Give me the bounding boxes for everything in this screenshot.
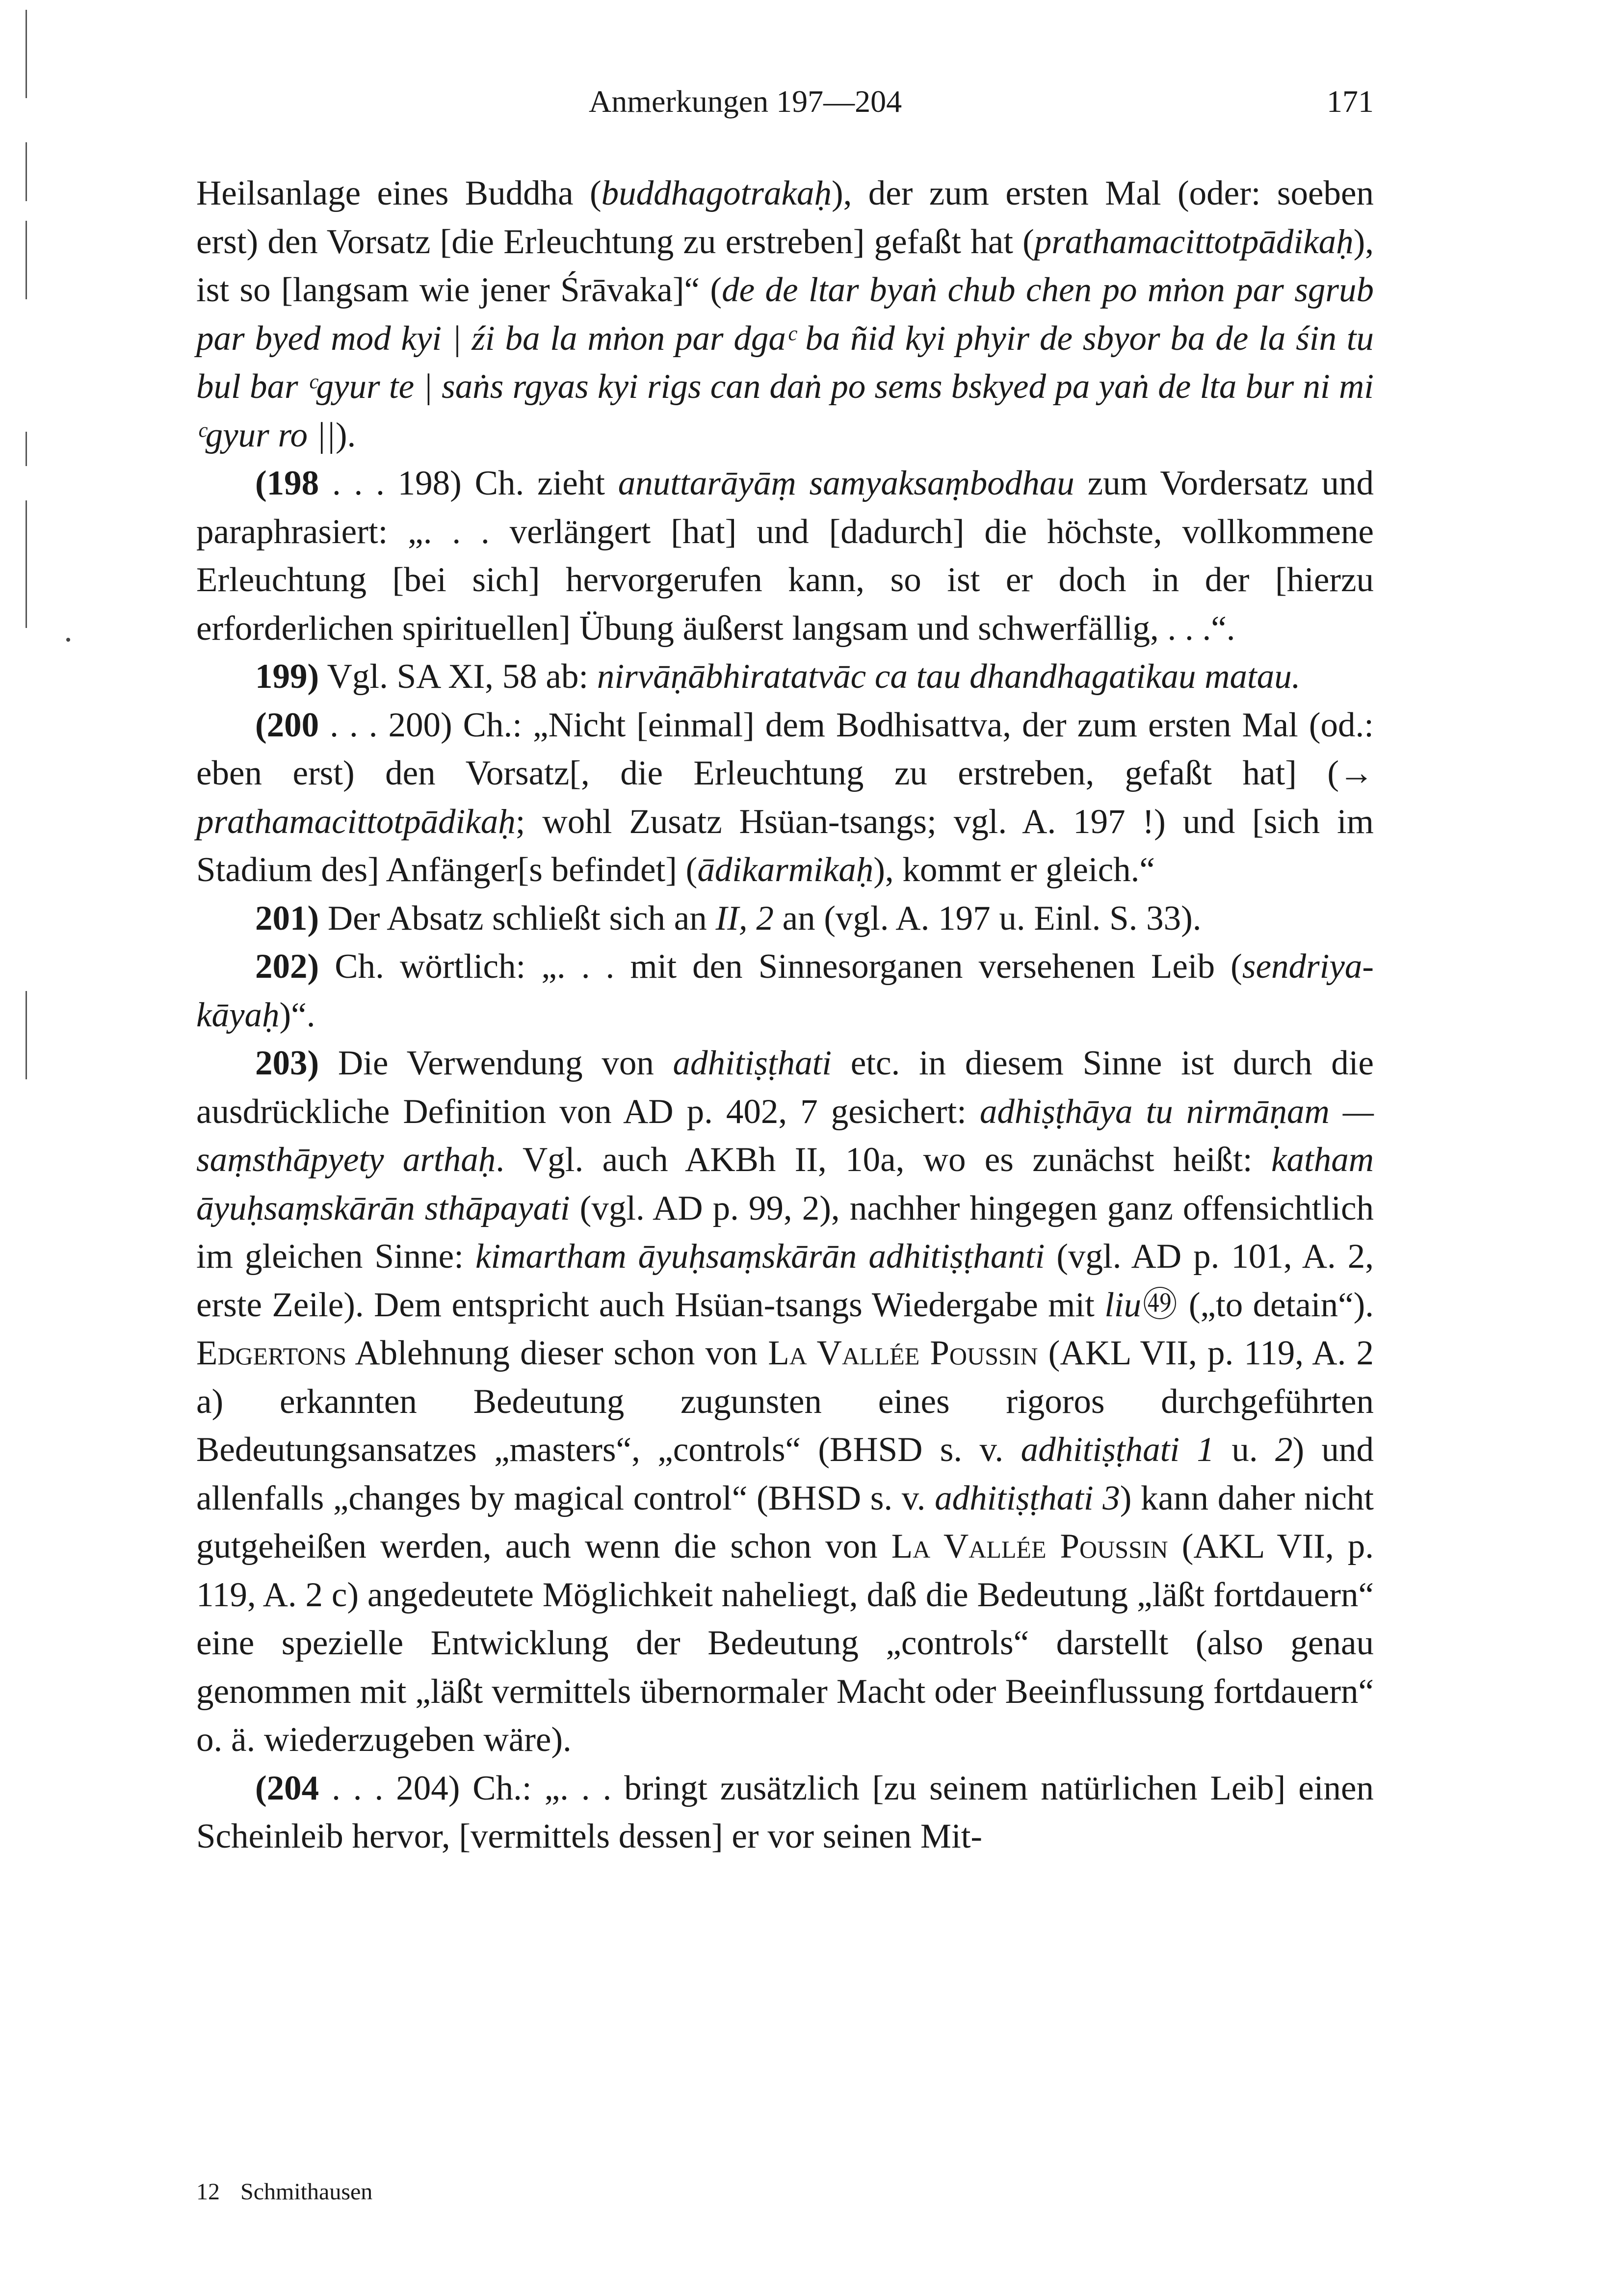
note-number: 199) — [255, 657, 319, 696]
italic-term: adhiṣṭhāya tu nirmāṇam — saṃsthāpyety arthaḥ — [196, 1092, 1374, 1179]
italic-term: anuttarāyāṃ samyaksaṃbodhau — [618, 464, 1074, 502]
author-name: La Vallée Poussin — [891, 1527, 1168, 1565]
note-number: (198 — [255, 464, 319, 502]
note-204 — [196, 1764, 1374, 1861]
signature-footer — [196, 2178, 372, 2205]
italic-term: kimartham āyuḥsaṃskārān adhitiṣṭhanti — [475, 1237, 1045, 1276]
text-run: (vgl. AD p. 101, A. 2, erste Zeile). Dem entspricht auch Hsüan-tsangs Wiedergabe mit — [196, 1237, 1374, 1324]
italic-term: adhitiṣṭhati — [673, 1044, 832, 1082]
italic-term: de de ltar byaṅ chub chen po mṅon par sgrub par byed mod kyi | źi ba la mṅon par dgaᶜ ba ñid kyi phyir de sbyor ba de la śin tu bul bar ᶜgyur te | saṅs rgyas kyi rigs can daṅ po sems bskyed pa yaṅ de lta bur ni mi ᶜgyur ro || — [196, 271, 1374, 454]
note-198 — [196, 459, 1374, 652]
scan-edge-line — [26, 500, 27, 628]
page-number: 171 — [1327, 84, 1374, 119]
scan-edge-line — [26, 10, 27, 98]
text-run: ), kommt er gleich.“ — [873, 851, 1155, 889]
text-run: (vgl. AD p. 99, 2), nachher hingegen ganz offensichtlich im gleichen Sinne: — [196, 1189, 1374, 1276]
note-number: 203) — [255, 1044, 319, 1082]
text-run: an (vgl. A. 197 u. Einl. S. 33). — [773, 899, 1202, 938]
text-run: u. — [1214, 1431, 1275, 1469]
body-text — [196, 169, 1374, 1861]
note-202 — [196, 942, 1374, 1039]
text-run: Vgl. SA XI, 58 ab: — [319, 657, 597, 696]
italic-term: liu — [1104, 1285, 1142, 1324]
italic-term: buddhagotrakaḥ — [601, 174, 832, 212]
text-run: Die Verwendung von — [319, 1044, 673, 1082]
text-run: Der Absatz schließt sich an — [319, 899, 716, 938]
note-199 — [196, 652, 1374, 701]
italic-term: katham āyuḥsaṃskārān sthāpayati — [196, 1141, 1374, 1227]
italic-term: prathamacittotpādikaḥ — [196, 802, 516, 841]
italic-term: sendriya-kāyaḥ — [196, 947, 1374, 1034]
scan-edge-line — [26, 221, 27, 299]
text-run: )“. — [279, 995, 315, 1034]
signature-number: 12 — [196, 2179, 220, 2205]
text-run: . Vgl. auch AKBh II, 10a, wo es zunächst heißt: — [496, 1141, 1271, 1179]
paragraph-continuation — [196, 169, 1374, 459]
note-203 — [196, 1039, 1374, 1764]
italic-term: nirvāṇābhiratatvāc ca tau dhandhagatikau matau. — [597, 657, 1301, 696]
note-number: 202) — [255, 947, 319, 986]
italic-term: adhitiṣṭhati 3 — [935, 1479, 1120, 1517]
scan-edge-line — [26, 991, 27, 1079]
note-number: (204 — [255, 1769, 319, 1807]
text-run: ) und allenfalls „changes by magical control“ (BHSD s. v. — [196, 1431, 1374, 1517]
text-run: ), der zum ersten Mal (oder: soeben erst) den Vorsatz [die Erleuchtung zu erstreben] gefaßt hat ( — [196, 174, 1374, 261]
italic-term: adhitiṣṭhati 1 — [1021, 1431, 1214, 1469]
text-run: (AKL VII, p. 119, A. 2 c) angedeutete Möglichkeit naheliegt, daß die Bedeutung „läßt fortdauern“ eine spezielle Entwicklung der Bedeutung „controls“ darstellt (also genau genommen mit „läßt vermittels übernormaler Macht oder Beeinflussung fortdauern“ o. ä. wiederzugeben wäre). — [196, 1527, 1374, 1759]
text-run: ㊾ („to detain“). — [1141, 1285, 1374, 1324]
text-run: . . . 204) Ch.: „. . . bringt zusätzlich [zu seinem natürlichen Leib] einen Scheinleib hervor, [vermittels dessen] er vor seinen Mit- — [196, 1769, 1374, 1855]
note-number: 201) — [255, 899, 319, 938]
note-number: (200 — [255, 705, 319, 744]
author-name: Edgertons — [196, 1334, 347, 1372]
text-run: Ch. wörtlich: „. . . mit den Sinnesorganen versehenen Leib ( — [319, 947, 1242, 986]
scan-edge-line — [26, 142, 27, 201]
italic-term: 2 — [1275, 1431, 1293, 1469]
text-run: . . . 200) Ch.: „Nicht [einmal] dem Bodhisattva, der zum ersten Mal (od.: eben erst) den Vorsatz[, die Erleuchtung zu erstreben, gefaßt hat] (→ — [196, 705, 1374, 792]
italic-term: prathamacittotpādikaḥ — [1034, 222, 1354, 261]
text-run: zum Vordersatz und paraphrasiert: „. . . verlängert [hat] und [dadurch] die höchste, vollkommene Erleuchtung [bei sich] hervorgerufen kann, so ist er doch in der [hierzu erforderlichen spirituellen] Übung äußerst langsam und schwerfällig, . . .“. — [196, 464, 1374, 648]
author-name: La Vallée Poussin — [768, 1334, 1038, 1372]
text-run: ). — [335, 416, 356, 454]
scan-edge-line — [26, 432, 27, 466]
text-run: Ablehnung dieser schon von — [346, 1334, 768, 1372]
scan-dot — [66, 638, 70, 642]
text-run: ) kann daher nicht gutgeheißen werden, auch wenn die schon von — [196, 1479, 1374, 1565]
text-run: (AKL VII, p. 119, A. 2 a) erkannten Bedeutung zugunsten eines rigoros durchgeführten Bedeutungsansatzes „masters“, „controls“ (BHSD s. v. — [196, 1334, 1374, 1469]
italic-term: II, 2 — [715, 899, 774, 938]
signature-name: Schmithausen — [240, 2179, 373, 2205]
text-run: ), ist so [langsam wie jener Śrāvaka]“ ( — [196, 222, 1374, 309]
text-run: etc. in diesem Sinne ist durch die ausdrückliche Definition von AD p. 402, 7 gesichert: — [196, 1044, 1374, 1131]
note-201 — [196, 894, 1374, 943]
text-run: Heilsanlage eines Buddha ( — [196, 174, 602, 212]
text-run: . . . 198) Ch. zieht — [319, 464, 618, 502]
italic-term: ādikarmikaḥ — [697, 851, 874, 889]
note-200 — [196, 701, 1374, 894]
running-header — [196, 83, 1374, 132]
running-title: Anmerkungen 197—204 — [589, 84, 902, 119]
text-run: ; wohl Zusatz Hsüan-tsangs; vgl. A. 197 !) und [sich im Stadium des] Anfänger[s befindet] ( — [196, 802, 1374, 889]
